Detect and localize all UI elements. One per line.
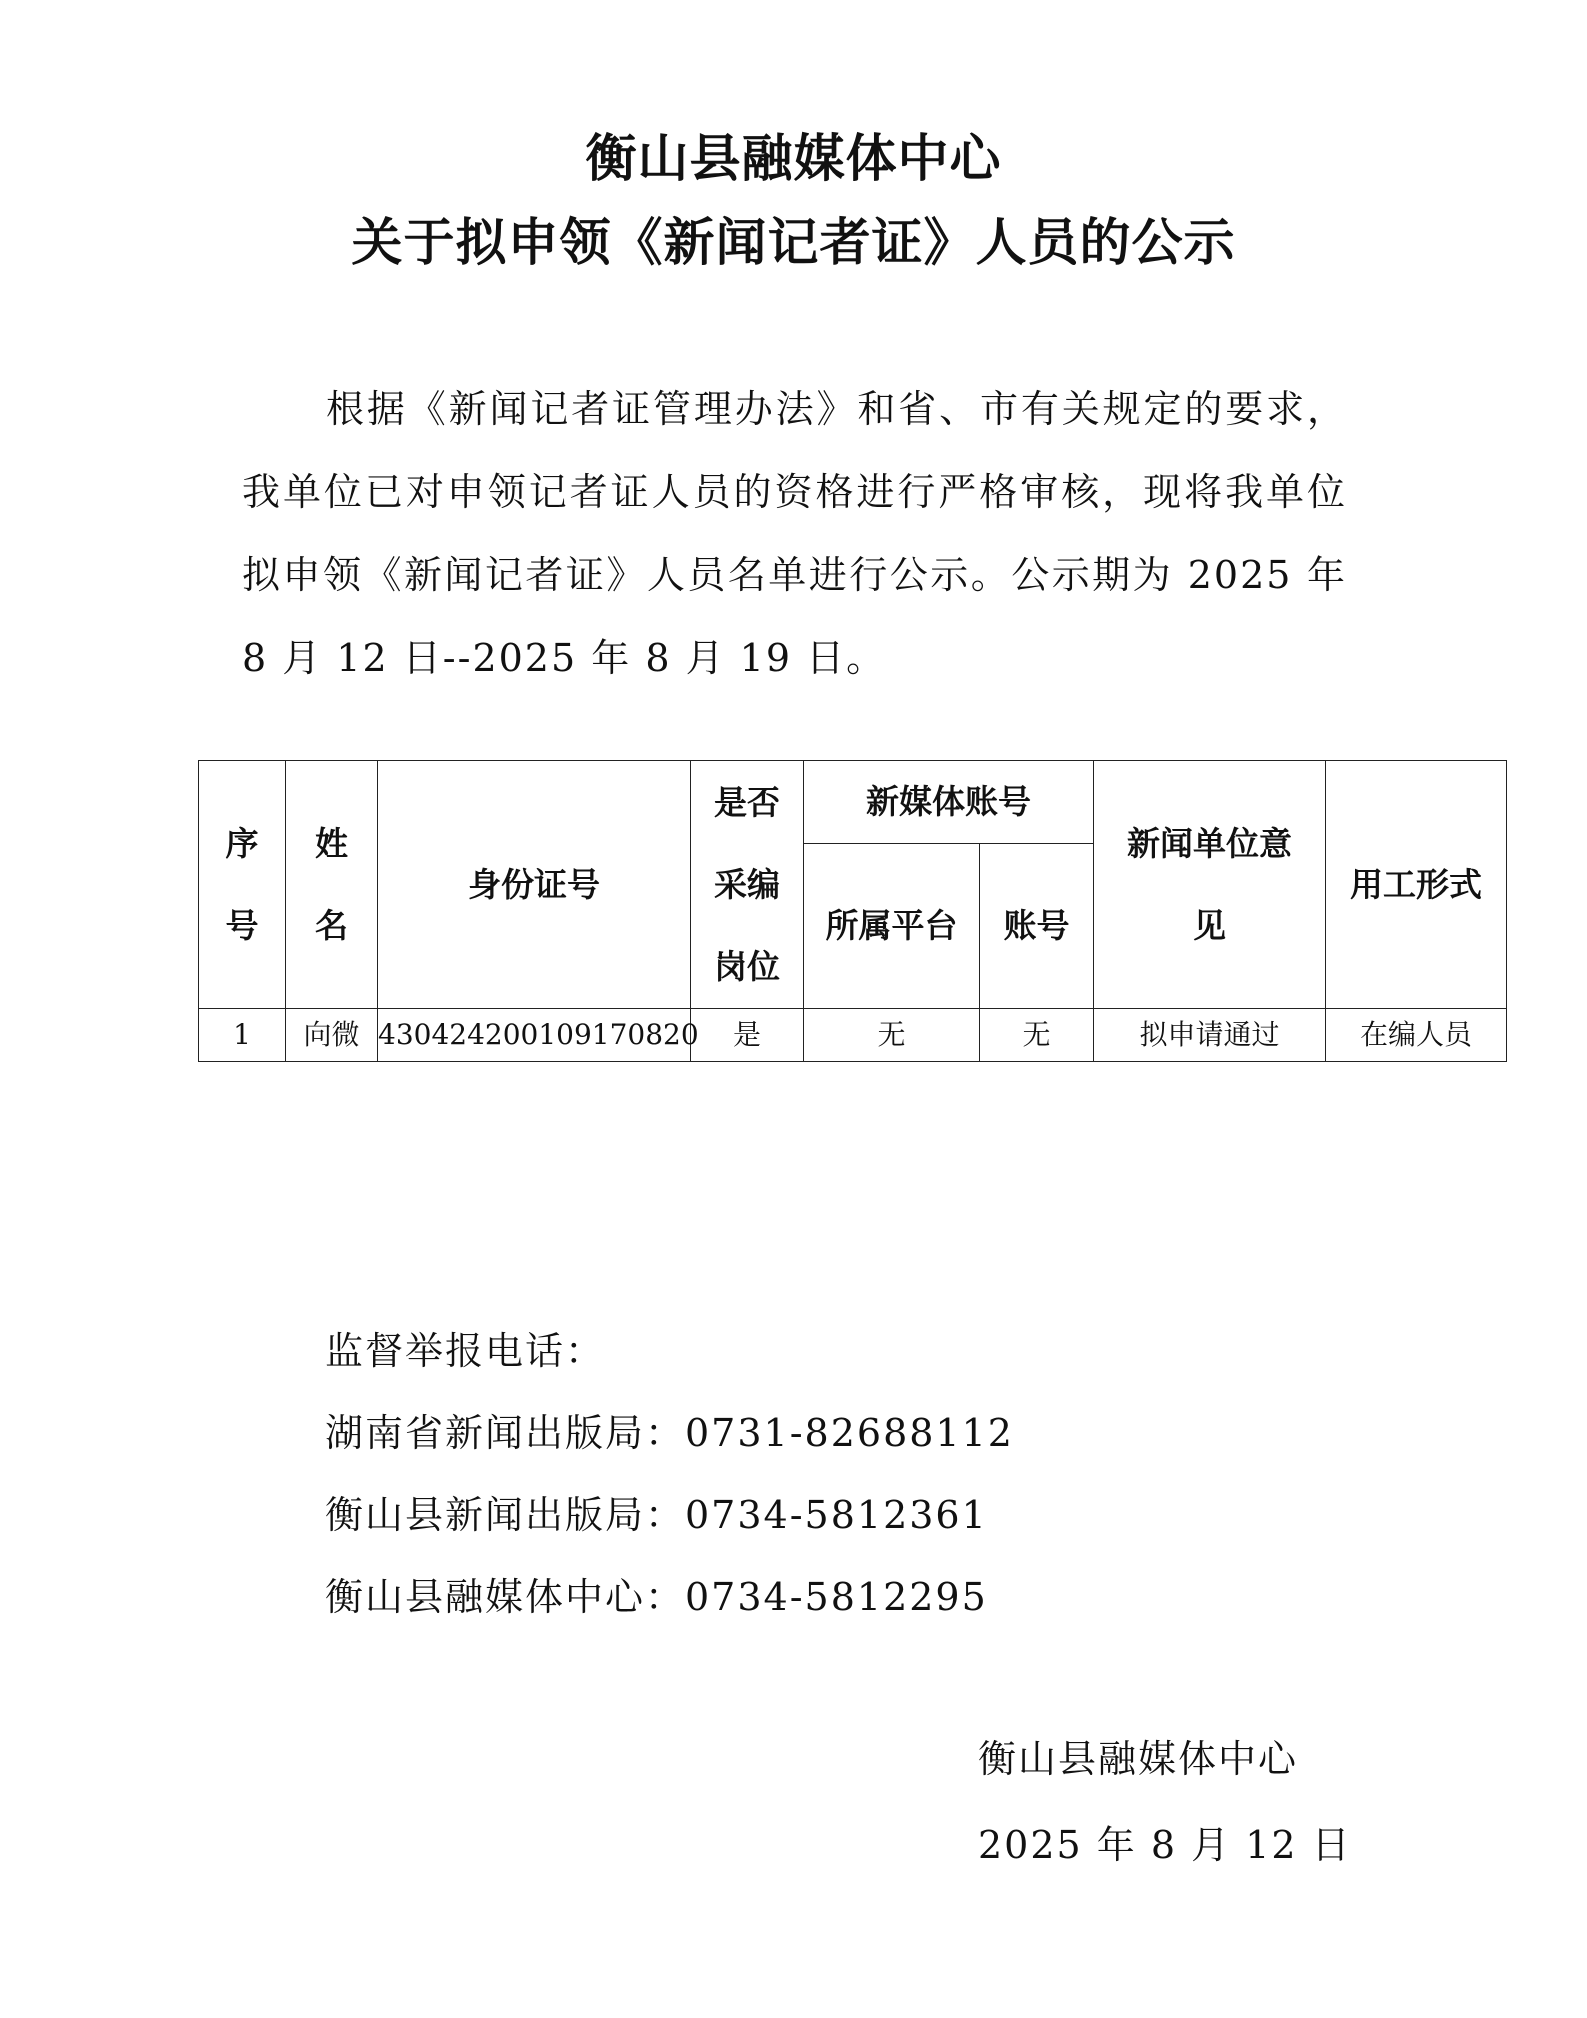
header-name: 姓名	[286, 761, 378, 1009]
header-account: 账号	[980, 844, 1094, 1009]
header-is-staff: 是否采编岗位	[691, 761, 804, 1009]
report-heading: 监督举报电话：	[325, 1329, 606, 1373]
signature-date: 2025 年 8 月 12 日	[978, 1823, 1352, 1867]
cell-id-number: 430424200109170820	[378, 1009, 691, 1062]
notice-paragraph: 根据《新闻记者证管理办法》和省、市有关规定的要求，我单位已对申领记者证人员的资格进行严格审核，现将我单位拟申领《新闻记者证》人员名单进行公示。公示期为 2025 年 8 月 12 日--2025 年 8 月 19 日。	[242, 387, 1347, 680]
header-seq: 序号	[199, 761, 286, 1009]
applicant-table	[198, 760, 1507, 1062]
header-new-media: 新媒体账号	[804, 761, 1094, 844]
header-employment: 用工形式	[1326, 761, 1507, 1009]
cell-is-staff: 是	[691, 1009, 804, 1062]
document-title-line2: 关于拟申领《新闻记者证》人员的公示	[351, 214, 1236, 273]
header-unit-opinion: 新闻单位意见	[1094, 761, 1326, 1009]
cell-unit-opinion: 拟申请通过	[1094, 1009, 1326, 1062]
header-platform: 所属平台	[804, 844, 980, 1009]
report-line-county-media: 衡山县融媒体中心：0734-5812295	[325, 1575, 988, 1619]
table-header-row	[199, 761, 1507, 844]
signature-organization: 衡山县融媒体中心	[978, 1737, 1299, 1781]
report-line-county-press: 衡山县新闻出版局：0734-5812361	[325, 1493, 988, 1537]
cell-account: 无	[980, 1009, 1094, 1062]
table-row	[199, 1009, 1507, 1062]
header-id-number: 身份证号	[378, 761, 691, 1009]
document-title-line1: 衡山县融媒体中心	[585, 130, 1002, 189]
report-line-provincial: 湖南省新闻出版局：0731-82688112	[325, 1411, 1014, 1455]
cell-employment: 在编人员	[1326, 1009, 1507, 1062]
cell-platform: 无	[804, 1009, 980, 1062]
cell-seq: 1	[199, 1009, 286, 1062]
cell-name: 向微	[286, 1009, 378, 1062]
